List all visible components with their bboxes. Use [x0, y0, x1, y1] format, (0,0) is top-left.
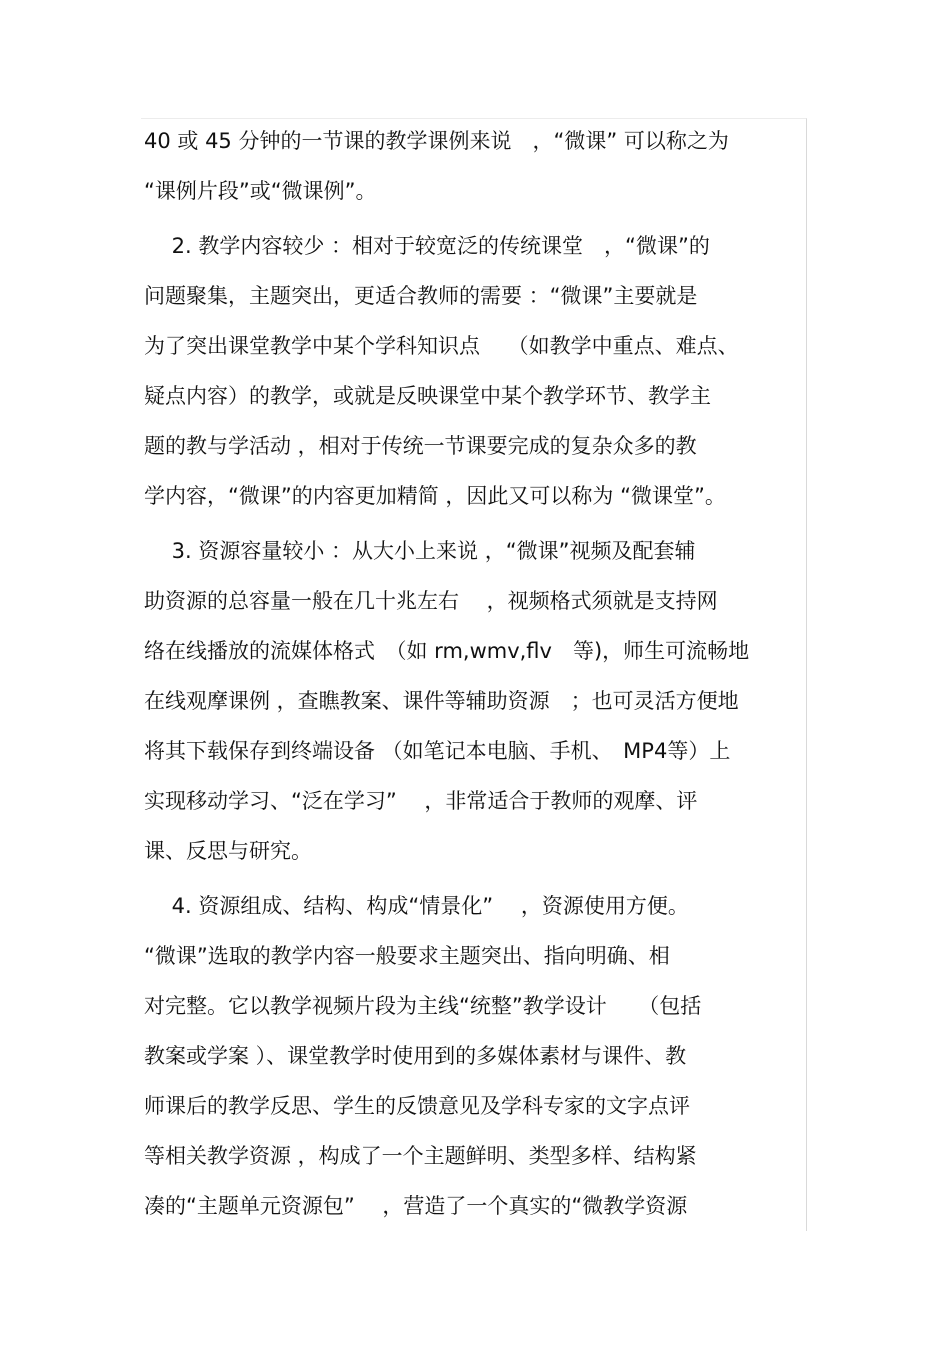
- text-line: “微课”选取的教学内容一般要求主题突出、指向明确、相: [144, 944, 670, 968]
- text-line: 疑点内容）的教学，或就是反映课堂中某个教学环节、教学主: [144, 384, 711, 408]
- text-line: 问题聚集，主题突出，更适合教师的需要 ：“微课”主要就是: [144, 284, 698, 308]
- text-line: 题的教与学活动 ，相对于传统一节课要完成的复杂众多的教: [144, 434, 697, 458]
- paragraph-4-line: 4. 资源组成、结构、构成“情景化” ，资源使用方便。: [144, 894, 689, 918]
- document-body: [144, 116, 824, 1231]
- text-line: 师课后的教学反思、学生的反馈意见及学科专家的文字点评: [144, 1094, 690, 1118]
- text-line: 凑的“主题单元资源包” ，营造了一个真实的“微教学资源: [144, 1194, 688, 1218]
- text-line: 课、反思与研究。: [144, 839, 312, 863]
- text-line: 为了突出课堂教学中某个学科知识点 （如教学中重点、难点、: [144, 334, 739, 358]
- text-line: 等相关教学资源 ，构成了一个主题鲜明、类型多样、结构紧: [144, 1144, 697, 1168]
- text-line: 学内容，“微课”的内容更加精简 ，因此又可以称为 “微课堂”。: [144, 484, 726, 508]
- text-line: “课例片段”或“微课例”。: [144, 179, 377, 203]
- paragraph-2-line: 2. 教学内容较少 ：相对于较宽泛的传统课堂 ，“微课”的: [144, 234, 710, 258]
- text-line: 在线观摩课例 ，查瞧教案、课件等辅助资源 ；也可灵活方便地: [144, 689, 739, 713]
- text-line: 对完整。它以教学视频片段为主线“统整”教学设计 （包括: [144, 994, 702, 1018]
- text-line: 助资源的总容量一般在几十兆左右 ，视频格式须就是支持网: [144, 589, 718, 613]
- text-line: 络在线播放的流媒体格式 （如 rm,wmv,flv 等)，师生可流畅地: [144, 639, 750, 663]
- text-line: 实现移动学习、“泛在学习” ，非常适合于教师的观摩、评: [144, 789, 698, 813]
- text-line: 将其下载保存到终端设备 （如笔记本电脑、手机、 MP4等）上: [144, 739, 731, 763]
- paragraph-3-line: 3. 资源容量较小 ：从大小上来说 ，“微课”视频及配套辅: [144, 539, 696, 563]
- text-line: 教案或学案 ）、课堂教学时使用到的多媒体素材与课件、教: [144, 1044, 687, 1068]
- text-line: 40 或 45 分钟的一节课的教学课例来说 ，“微课” 可以称之为: [144, 129, 729, 153]
